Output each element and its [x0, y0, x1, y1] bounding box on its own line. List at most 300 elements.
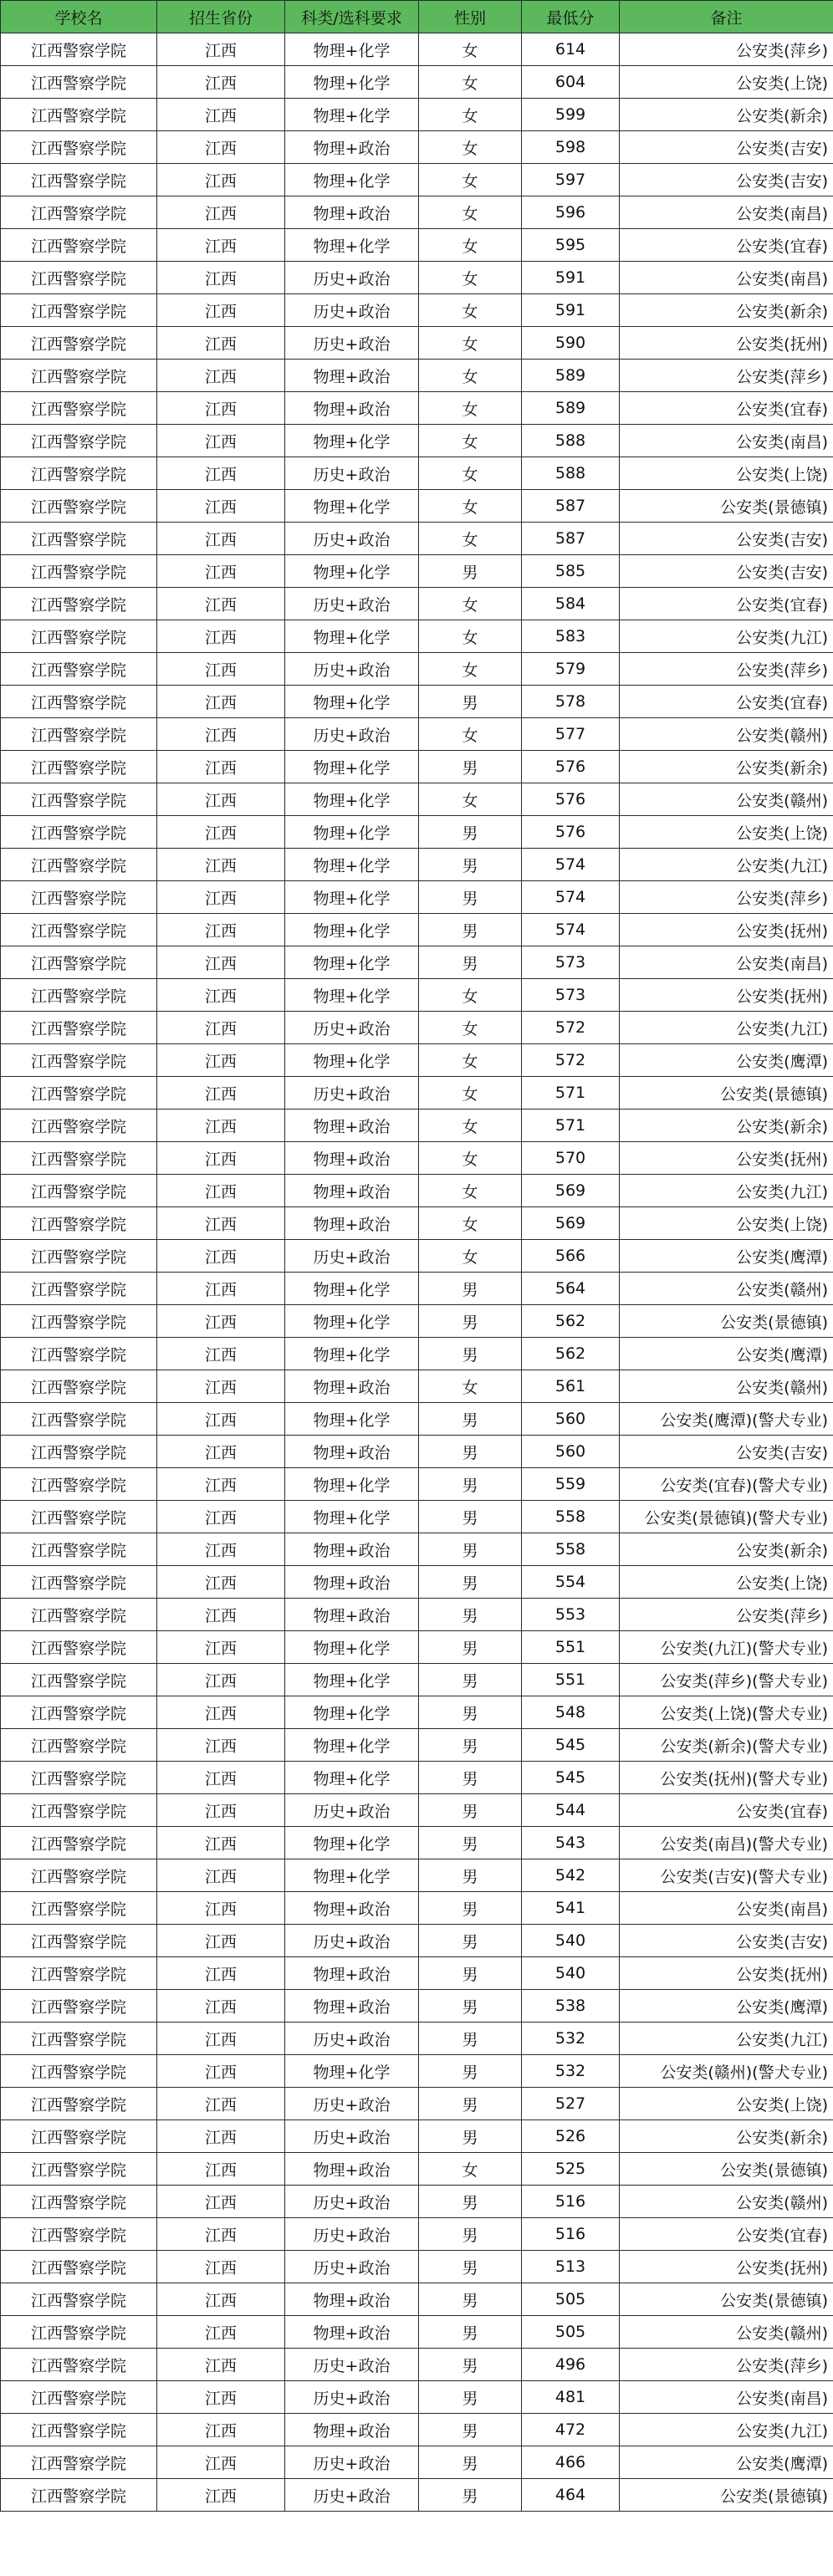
- min-score-cell: 548: [522, 1696, 620, 1729]
- remark-cell: 公安类(宜春): [620, 686, 833, 718]
- remark-cell: 公安类(新余)(警犬专业): [620, 1729, 833, 1762]
- min-score-cell: 591: [522, 294, 620, 327]
- min-score-cell: 590: [522, 327, 620, 360]
- subject-requirement-cell: 物理+化学: [285, 1403, 419, 1436]
- gender-cell: 男: [419, 2218, 522, 2251]
- subject-requirement-cell: 物理+化学: [285, 1729, 419, 1762]
- table-row: [1, 1533, 833, 1566]
- remark-cell: 公安类(九江): [620, 1175, 833, 1207]
- table-row: [1, 523, 833, 555]
- subject-requirement-cell: 历史+政治: [285, 523, 419, 555]
- min-score-cell: 584: [522, 588, 620, 620]
- min-score-cell: 588: [522, 457, 620, 490]
- table-row: [1, 1175, 833, 1207]
- table-row: [1, 979, 833, 1012]
- table-row: [1, 1827, 833, 1859]
- min-score-cell: 572: [522, 1012, 620, 1044]
- remark-cell: 公安类(新余): [620, 2120, 833, 2153]
- table-row: [1, 2023, 833, 2055]
- province-cell: 江西: [157, 1240, 285, 1273]
- subject-requirement-cell: 历史+政治: [285, 2251, 419, 2283]
- table-row: [1, 2381, 833, 2414]
- gender-cell: 男: [419, 1696, 522, 1729]
- school-name-cell: 江西警察学院: [1, 1794, 157, 1827]
- table-row: [1, 1664, 833, 1696]
- subject-requirement-cell: 历史+政治: [285, 653, 419, 686]
- gender-cell: 女: [419, 2153, 522, 2186]
- remark-cell: 公安类(九江): [620, 2414, 833, 2446]
- gender-cell: 男: [419, 1305, 522, 1338]
- gender-cell: 男: [419, 2479, 522, 2512]
- table-row: [1, 425, 833, 457]
- min-score-cell: 532: [522, 2055, 620, 2088]
- school-name-cell: 江西警察学院: [1, 2153, 157, 2186]
- school-name-cell: 江西警察学院: [1, 1859, 157, 1892]
- gender-cell: 男: [419, 914, 522, 946]
- subject-requirement-cell: 物理+政治: [285, 2283, 419, 2316]
- min-score-cell: 574: [522, 849, 620, 881]
- subject-requirement-cell: 物理+化学: [285, 229, 419, 262]
- table-row: [1, 1436, 833, 1468]
- remark-cell: 公安类(抚州)(警犬专业): [620, 1762, 833, 1794]
- subject-requirement-cell: 历史+政治: [285, 2381, 419, 2414]
- remark-cell: 公安类(鹰潭): [620, 2446, 833, 2479]
- remark-cell: 公安类(景德镇): [620, 2283, 833, 2316]
- remark-cell: 公安类(赣州): [620, 1273, 833, 1305]
- remark-cell: 公安类(宜春): [620, 392, 833, 425]
- table-row: [1, 1631, 833, 1664]
- province-cell: 江西: [157, 523, 285, 555]
- school-name-cell: 江西警察学院: [1, 914, 157, 946]
- school-name-cell: 江西警察学院: [1, 653, 157, 686]
- min-score-cell: 554: [522, 1566, 620, 1599]
- province-cell: 江西: [157, 946, 285, 979]
- remark-cell: 公安类(萍乡): [620, 881, 833, 914]
- school-name-cell: 江西警察学院: [1, 849, 157, 881]
- remark-cell: 公安类(赣州): [620, 2316, 833, 2349]
- remark-cell: 公安类(鹰潭): [620, 1338, 833, 1370]
- province-cell: 江西: [157, 914, 285, 946]
- min-score-cell: 466: [522, 2446, 620, 2479]
- subject-requirement-cell: 物理+化学: [285, 490, 419, 523]
- gender-cell: 女: [419, 196, 522, 229]
- remark-cell: 公安类(吉安): [620, 131, 833, 164]
- table-row: [1, 164, 833, 196]
- school-name-cell: 江西警察学院: [1, 131, 157, 164]
- min-score-cell: 472: [522, 2414, 620, 2446]
- province-cell: 江西: [157, 2349, 285, 2381]
- remark-cell: 公安类(九江)(警犬专业): [620, 1631, 833, 1664]
- gender-cell: 男: [419, 1729, 522, 1762]
- header-row: [1, 1, 833, 33]
- school-name-cell: 江西警察学院: [1, 66, 157, 99]
- remark-cell: 公安类(萍乡): [620, 1599, 833, 1631]
- table-row: [1, 2120, 833, 2153]
- subject-requirement-cell: 物理+政治: [285, 1990, 419, 2023]
- remark-cell: 公安类(萍乡): [620, 2349, 833, 2381]
- province-cell: 江西: [157, 1990, 285, 2023]
- header-gender: 性别: [419, 1, 522, 33]
- school-name-cell: 江西警察学院: [1, 33, 157, 66]
- table-row: [1, 1990, 833, 2023]
- province-cell: 江西: [157, 457, 285, 490]
- table-row: [1, 1696, 833, 1729]
- subject-requirement-cell: 物理+政治: [285, 392, 419, 425]
- subject-requirement-cell: 物理+化学: [285, 783, 419, 816]
- table-row: [1, 2446, 833, 2479]
- gender-cell: 女: [419, 360, 522, 392]
- min-score-cell: 525: [522, 2153, 620, 2186]
- remark-cell: 公安类(上饶): [620, 457, 833, 490]
- remark-cell: 公安类(南昌)(警犬专业): [620, 1827, 833, 1859]
- province-cell: 江西: [157, 1794, 285, 1827]
- province-cell: 江西: [157, 1957, 285, 1990]
- min-score-cell: 505: [522, 2316, 620, 2349]
- min-score-cell: 538: [522, 1990, 620, 2023]
- table-row: [1, 718, 833, 751]
- min-score-cell: 526: [522, 2120, 620, 2153]
- remark-cell: 公安类(上饶): [620, 2088, 833, 2120]
- subject-requirement-cell: 物理+政治: [285, 131, 419, 164]
- gender-cell: 女: [419, 523, 522, 555]
- subject-requirement-cell: 物理+化学: [285, 1273, 419, 1305]
- gender-cell: 女: [419, 457, 522, 490]
- gender-cell: 女: [419, 653, 522, 686]
- remark-cell: 公安类(抚州): [620, 1957, 833, 1990]
- school-name-cell: 江西警察学院: [1, 2283, 157, 2316]
- min-score-cell: 516: [522, 2218, 620, 2251]
- province-cell: 江西: [157, 1305, 285, 1338]
- province-cell: 江西: [157, 2283, 285, 2316]
- school-name-cell: 江西警察学院: [1, 2316, 157, 2349]
- table-row: [1, 229, 833, 262]
- min-score-cell: 464: [522, 2479, 620, 2512]
- table-row: [1, 327, 833, 360]
- remark-cell: 公安类(萍乡): [620, 653, 833, 686]
- subject-requirement-cell: 物理+政治: [285, 1175, 419, 1207]
- table-row: [1, 392, 833, 425]
- province-cell: 江西: [157, 1827, 285, 1859]
- gender-cell: 男: [419, 1533, 522, 1566]
- table-row: [1, 1077, 833, 1109]
- gender-cell: 男: [419, 1827, 522, 1859]
- subject-requirement-cell: 物理+政治: [285, 1533, 419, 1566]
- min-score-cell: 596: [522, 196, 620, 229]
- min-score-cell: 569: [522, 1207, 620, 1240]
- remark-cell: 公安类(南昌): [620, 946, 833, 979]
- subject-requirement-cell: 物理+政治: [285, 1370, 419, 1403]
- remark-cell: 公安类(吉安): [620, 523, 833, 555]
- remark-cell: 公安类(景德镇): [620, 2153, 833, 2186]
- remark-cell: 公安类(抚州): [620, 327, 833, 360]
- gender-cell: 女: [419, 164, 522, 196]
- subject-requirement-cell: 物理+政治: [285, 196, 419, 229]
- subject-requirement-cell: 物理+政治: [285, 2414, 419, 2446]
- gender-cell: 男: [419, 1925, 522, 1957]
- subject-requirement-cell: 历史+政治: [285, 2186, 419, 2218]
- table-row: [1, 1012, 833, 1044]
- subject-requirement-cell: 物理+化学: [285, 751, 419, 783]
- school-name-cell: 江西警察学院: [1, 979, 157, 1012]
- gender-cell: 女: [419, 1240, 522, 1273]
- remark-cell: 公安类(宜春): [620, 2218, 833, 2251]
- gender-cell: 男: [419, 2414, 522, 2446]
- table-row: [1, 2479, 833, 2512]
- remark-cell: 公安类(景德镇): [620, 1305, 833, 1338]
- province-cell: 江西: [157, 425, 285, 457]
- school-name-cell: 江西警察学院: [1, 1664, 157, 1696]
- province-cell: 江西: [157, 1566, 285, 1599]
- min-score-cell: 591: [522, 262, 620, 294]
- table-row: [1, 555, 833, 588]
- gender-cell: 男: [419, 946, 522, 979]
- subject-requirement-cell: 历史+政治: [285, 457, 419, 490]
- gender-cell: 男: [419, 2251, 522, 2283]
- province-cell: 江西: [157, 1077, 285, 1109]
- table-row: [1, 1403, 833, 1436]
- province-cell: 江西: [157, 1859, 285, 1892]
- min-score-cell: 571: [522, 1077, 620, 1109]
- province-cell: 江西: [157, 2055, 285, 2088]
- table-row: [1, 620, 833, 653]
- school-name-cell: 江西警察学院: [1, 1501, 157, 1533]
- remark-cell: 公安类(鹰潭)(警犬专业): [620, 1403, 833, 1436]
- min-score-cell: 551: [522, 1664, 620, 1696]
- province-cell: 江西: [157, 360, 285, 392]
- table-row: [1, 196, 833, 229]
- school-name-cell: 江西警察学院: [1, 392, 157, 425]
- school-name-cell: 江西警察学院: [1, 1240, 157, 1273]
- school-name-cell: 江西警察学院: [1, 1338, 157, 1370]
- province-cell: 江西: [157, 164, 285, 196]
- min-score-cell: 576: [522, 783, 620, 816]
- gender-cell: 女: [419, 1077, 522, 1109]
- province-cell: 江西: [157, 131, 285, 164]
- school-name-cell: 江西警察学院: [1, 1925, 157, 1957]
- remark-cell: 公安类(南昌): [620, 262, 833, 294]
- school-name-cell: 江西警察学院: [1, 425, 157, 457]
- table-row: [1, 1599, 833, 1631]
- school-name-cell: 江西警察学院: [1, 588, 157, 620]
- remark-cell: 公安类(南昌): [620, 196, 833, 229]
- province-cell: 江西: [157, 262, 285, 294]
- school-name-cell: 江西警察学院: [1, 523, 157, 555]
- gender-cell: 女: [419, 294, 522, 327]
- gender-cell: 男: [419, 1468, 522, 1501]
- subject-requirement-cell: 历史+政治: [285, 2218, 419, 2251]
- subject-requirement-cell: 物理+化学: [285, 1338, 419, 1370]
- school-name-cell: 江西警察学院: [1, 881, 157, 914]
- remark-cell: 公安类(宜春): [620, 1794, 833, 1827]
- min-score-cell: 595: [522, 229, 620, 262]
- gender-cell: 女: [419, 66, 522, 99]
- school-name-cell: 江西警察学院: [1, 1207, 157, 1240]
- subject-requirement-cell: 物理+政治: [285, 1436, 419, 1468]
- subject-requirement-cell: 历史+政治: [285, 2349, 419, 2381]
- gender-cell: 男: [419, 1566, 522, 1599]
- remark-cell: 公安类(吉安)(警犬专业): [620, 1859, 833, 1892]
- subject-requirement-cell: 物理+政治: [285, 2153, 419, 2186]
- province-cell: 江西: [157, 2251, 285, 2283]
- table-row: [1, 751, 833, 783]
- province-cell: 江西: [157, 1273, 285, 1305]
- min-score-cell: 577: [522, 718, 620, 751]
- min-score-cell: 496: [522, 2349, 620, 2381]
- remark-cell: 公安类(宜春): [620, 588, 833, 620]
- province-cell: 江西: [157, 686, 285, 718]
- min-score-cell: 569: [522, 1175, 620, 1207]
- subject-requirement-cell: 物理+化学: [285, 849, 419, 881]
- province-cell: 江西: [157, 816, 285, 849]
- subject-requirement-cell: 物理+政治: [285, 1207, 419, 1240]
- header-remark: 备注: [620, 1, 833, 33]
- remark-cell: 公安类(抚州): [620, 1142, 833, 1175]
- gender-cell: 女: [419, 33, 522, 66]
- table-row: [1, 588, 833, 620]
- province-cell: 江西: [157, 1729, 285, 1762]
- min-score-cell: 585: [522, 555, 620, 588]
- table-row: [1, 1142, 833, 1175]
- table-row: [1, 946, 833, 979]
- subject-requirement-cell: 物理+化学: [285, 686, 419, 718]
- min-score-cell: 583: [522, 620, 620, 653]
- min-score-cell: 572: [522, 1044, 620, 1077]
- province-cell: 江西: [157, 327, 285, 360]
- subject-requirement-cell: 物理+化学: [285, 979, 419, 1012]
- subject-requirement-cell: 物理+化学: [285, 66, 419, 99]
- province-cell: 江西: [157, 294, 285, 327]
- subject-requirement-cell: 物理+化学: [285, 425, 419, 457]
- subject-requirement-cell: 物理+政治: [285, 2316, 419, 2349]
- table-row: [1, 294, 833, 327]
- min-score-cell: 574: [522, 881, 620, 914]
- remark-cell: 公安类(萍乡)(警犬专业): [620, 1664, 833, 1696]
- school-name-cell: 江西警察学院: [1, 2120, 157, 2153]
- province-cell: 江西: [157, 392, 285, 425]
- subject-requirement-cell: 物理+化学: [285, 1827, 419, 1859]
- header-province: 招生省份: [157, 1, 285, 33]
- min-score-cell: 561: [522, 1370, 620, 1403]
- school-name-cell: 江西警察学院: [1, 783, 157, 816]
- min-score-cell: 532: [522, 2023, 620, 2055]
- subject-requirement-cell: 物理+政治: [285, 1142, 419, 1175]
- remark-cell: 公安类(景德镇): [620, 2479, 833, 2512]
- school-name-cell: 江西警察学院: [1, 751, 157, 783]
- province-cell: 江西: [157, 555, 285, 588]
- remark-cell: 公安类(上饶): [620, 816, 833, 849]
- table-row: [1, 1566, 833, 1599]
- min-score-cell: 551: [522, 1631, 620, 1664]
- subject-requirement-cell: 历史+政治: [285, 1077, 419, 1109]
- table-body: [1, 33, 833, 2512]
- gender-cell: 女: [419, 1012, 522, 1044]
- min-score-cell: 513: [522, 2251, 620, 2283]
- subject-requirement-cell: 历史+政治: [285, 2023, 419, 2055]
- school-name-cell: 江西警察学院: [1, 1175, 157, 1207]
- school-name-cell: 江西警察学院: [1, 457, 157, 490]
- gender-cell: 男: [419, 816, 522, 849]
- school-name-cell: 江西警察学院: [1, 1566, 157, 1599]
- province-cell: 江西: [157, 1044, 285, 1077]
- gender-cell: 男: [419, 1664, 522, 1696]
- subject-requirement-cell: 物理+化学: [285, 2055, 419, 2088]
- subject-requirement-cell: 物理+化学: [285, 620, 419, 653]
- table-row: [1, 1273, 833, 1305]
- school-name-cell: 江西警察学院: [1, 1827, 157, 1859]
- table-row: [1, 490, 833, 523]
- province-cell: 江西: [157, 2316, 285, 2349]
- remark-cell: 公安类(新余): [620, 751, 833, 783]
- province-cell: 江西: [157, 99, 285, 131]
- school-name-cell: 江西警察学院: [1, 718, 157, 751]
- gender-cell: 男: [419, 1957, 522, 1990]
- province-cell: 江西: [157, 33, 285, 66]
- subject-requirement-cell: 历史+政治: [285, 1240, 419, 1273]
- gender-cell: 女: [419, 1175, 522, 1207]
- gender-cell: 男: [419, 686, 522, 718]
- min-score-cell: 588: [522, 425, 620, 457]
- school-name-cell: 江西警察学院: [1, 816, 157, 849]
- remark-cell: 公安类(宜春): [620, 229, 833, 262]
- subject-requirement-cell: 物理+政治: [285, 1892, 419, 1925]
- min-score-cell: 599: [522, 99, 620, 131]
- table-row: [1, 1109, 833, 1142]
- header-subject-requirement: 科类/选科要求: [285, 1, 419, 33]
- table-row: [1, 1925, 833, 1957]
- remark-cell: 公安类(赣州): [620, 1370, 833, 1403]
- province-cell: 江西: [157, 2186, 285, 2218]
- min-score-cell: 598: [522, 131, 620, 164]
- table-row: [1, 914, 833, 946]
- min-score-cell: 564: [522, 1273, 620, 1305]
- gender-cell: 男: [419, 881, 522, 914]
- gender-cell: 女: [419, 783, 522, 816]
- school-name-cell: 江西警察学院: [1, 2186, 157, 2218]
- school-name-cell: 江西警察学院: [1, 1305, 157, 1338]
- gender-cell: 男: [419, 2316, 522, 2349]
- remark-cell: 公安类(新余): [620, 1109, 833, 1142]
- province-cell: 江西: [157, 1925, 285, 1957]
- gender-cell: 女: [419, 392, 522, 425]
- province-cell: 江西: [157, 783, 285, 816]
- province-cell: 江西: [157, 1762, 285, 1794]
- province-cell: 江西: [157, 2088, 285, 2120]
- table-row: [1, 33, 833, 66]
- gender-cell: 女: [419, 262, 522, 294]
- subject-requirement-cell: 历史+政治: [285, 2446, 419, 2479]
- remark-cell: 公安类(吉安): [620, 1436, 833, 1468]
- table-row: [1, 1501, 833, 1533]
- subject-requirement-cell: 物理+化学: [285, 1631, 419, 1664]
- province-cell: 江西: [157, 2381, 285, 2414]
- min-score-cell: 543: [522, 1827, 620, 1859]
- province-cell: 江西: [157, 1012, 285, 1044]
- school-name-cell: 江西警察学院: [1, 2251, 157, 2283]
- province-cell: 江西: [157, 1501, 285, 1533]
- table-row: [1, 816, 833, 849]
- school-name-cell: 江西警察学院: [1, 1012, 157, 1044]
- school-name-cell: 江西警察学院: [1, 1599, 157, 1631]
- province-cell: 江西: [157, 588, 285, 620]
- province-cell: 江西: [157, 1175, 285, 1207]
- subject-requirement-cell: 物理+化学: [285, 1305, 419, 1338]
- min-score-cell: 574: [522, 914, 620, 946]
- remark-cell: 公安类(抚州): [620, 979, 833, 1012]
- province-cell: 江西: [157, 979, 285, 1012]
- school-name-cell: 江西警察学院: [1, 1468, 157, 1501]
- subject-requirement-cell: 物理+化学: [285, 1762, 419, 1794]
- school-name-cell: 江西警察学院: [1, 2414, 157, 2446]
